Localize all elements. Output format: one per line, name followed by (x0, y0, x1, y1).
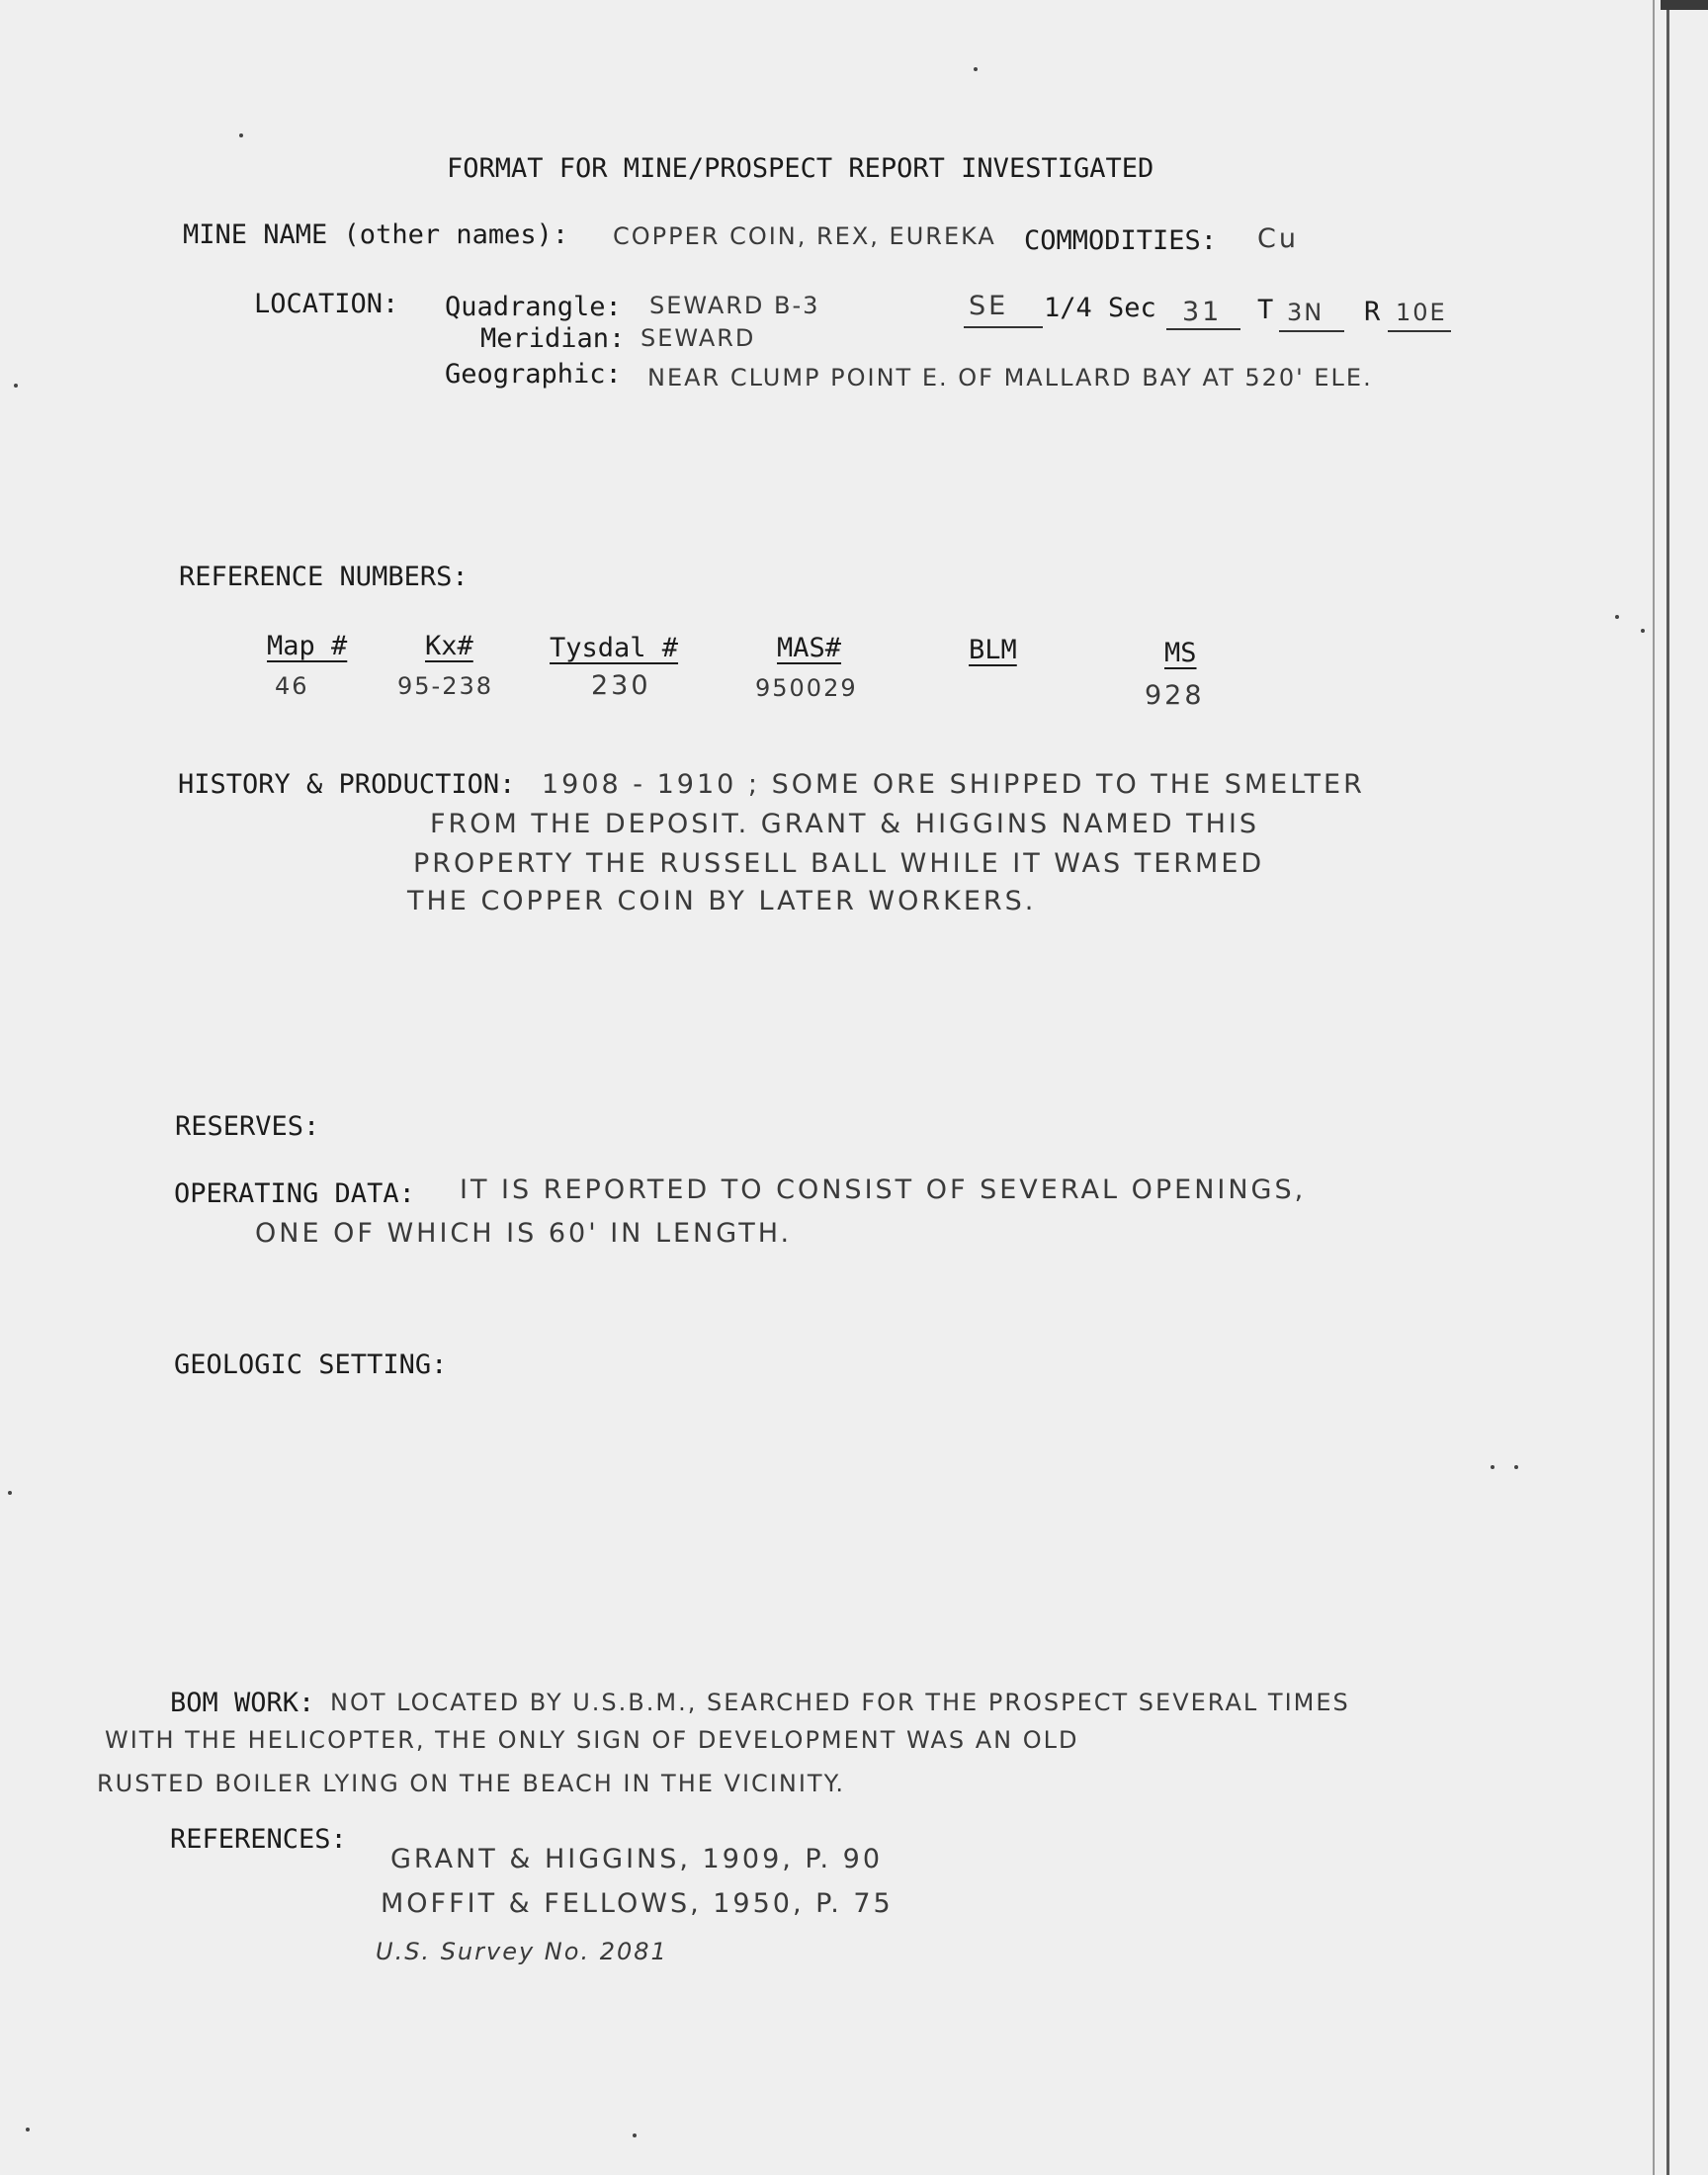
quarter-blank (964, 326, 1043, 328)
scan-speck (239, 133, 243, 137)
history-line-2: FROM THE DEPOSIT. GRANT & HIGGINS NAMED THIS (430, 809, 1260, 839)
quadrangle-value: SEWARD B-3 (649, 292, 820, 319)
reserves-label: RESERVES: (175, 1111, 320, 1142)
geographic-label: Geographic: (445, 359, 622, 390)
meridian-label: Meridian: (480, 323, 626, 354)
commodities-value: Cu (1257, 223, 1299, 254)
quarter-section-label: 1/4 Sec (1044, 293, 1156, 323)
page-edge-shadow (1653, 0, 1655, 2175)
scan-speck (974, 67, 978, 71)
scan-speck (8, 1491, 12, 1495)
reference-line-3: U.S. Survey No. 2081 (376, 1938, 668, 1965)
commodities-label: COMMODITIES: (1024, 225, 1218, 256)
operating-data-line-2: ONE OF WHICH IS 60' IN LENGTH. (255, 1218, 793, 1249)
ref-value-kx: 95-238 (397, 672, 494, 700)
history-line-4: THE COPPER COIN BY LATER WORKERS. (407, 886, 1037, 916)
range-blank (1388, 330, 1451, 332)
location-label: LOCATION: (254, 289, 399, 319)
page-edge-border (1666, 0, 1669, 2175)
history-label: HISTORY & PRODUCTION: (178, 769, 516, 800)
references-label: REFERENCES: (170, 1824, 347, 1855)
section-value: 31 (1182, 297, 1223, 327)
quarter-value: SE (969, 291, 1009, 321)
scan-speck (1615, 615, 1619, 619)
history-line-3: PROPERTY THE RUSSELL BALL WHILE IT WAS TERMED (413, 848, 1265, 879)
scan-speck (1491, 1465, 1494, 1469)
ref-header-blm: BLM (969, 635, 1017, 665)
reference-numbers-label: REFERENCE NUMBERS: (179, 562, 469, 592)
ref-value-ms: 928 (1145, 680, 1205, 711)
township-blank (1279, 330, 1344, 332)
bom-work-line-3: RUSTED BOILER LYING ON THE BEACH IN THE VICINITY. (97, 1770, 846, 1797)
scan-corner-mark (1661, 0, 1708, 10)
mine-name-value: COPPER COIN, REX, EUREKA (613, 222, 996, 250)
mine-name-label: MINE NAME (other names): (183, 219, 569, 250)
ref-header-ms: MS (1164, 638, 1197, 668)
scan-speck (26, 2128, 30, 2132)
township-value: 3N (1287, 299, 1324, 326)
section-blank (1166, 328, 1240, 330)
ref-header-mas: MAS# (777, 633, 842, 663)
township-label: T (1257, 295, 1274, 325)
operating-data-label: OPERATING DATA: (174, 1178, 415, 1209)
bom-work-line-2: WITH THE HELICOPTER, THE ONLY SIGN OF DEVELOPMENT WAS AN OLD (105, 1726, 1079, 1754)
ref-header-tysdal: Tysdal # (550, 633, 679, 663)
geologic-setting-label: GEOLOGIC SETTING: (174, 1349, 448, 1380)
bom-work-label: BOM WORK: (170, 1688, 315, 1718)
scan-speck (633, 2133, 637, 2137)
scan-speck (1641, 629, 1645, 633)
scan-speck (14, 384, 18, 388)
ref-value-tysdal: 230 (591, 670, 651, 701)
history-line-1: 1908 - 1910 ; SOME ORE SHIPPED TO THE SMELTER (542, 769, 1365, 800)
bom-work-line-1: NOT LOCATED BY U.S.B.M., SEARCHED FOR THE PROSPECT SEVERAL TIMES (330, 1689, 1350, 1716)
scan-speck (1514, 1465, 1518, 1469)
operating-data-line-1: IT IS REPORTED TO CONSIST OF SEVERAL OPENINGS, (460, 1174, 1307, 1205)
range-label: R (1364, 297, 1381, 327)
range-value: 10E (1396, 299, 1447, 326)
ref-value-mas: 950029 (755, 674, 858, 702)
ref-header-map: Map # (267, 631, 348, 661)
ref-value-map: 46 (275, 672, 309, 700)
reference-line-1: GRANT & HIGGINS, 1909, P. 90 (390, 1844, 884, 1874)
ref-header-kx: Kx# (425, 631, 473, 661)
report-title: FORMAT FOR MINE/PROSPECT REPORT INVESTIGATED (447, 153, 1154, 184)
quadrangle-label: Quadrangle: (445, 292, 622, 322)
reference-line-2: MOFFIT & FELLOWS, 1950, P. 75 (381, 1888, 894, 1919)
meridian-value: SEWARD (640, 324, 756, 352)
geographic-value: NEAR CLUMP POINT E. OF MALLARD BAY AT 520' ELE. (647, 364, 1373, 392)
